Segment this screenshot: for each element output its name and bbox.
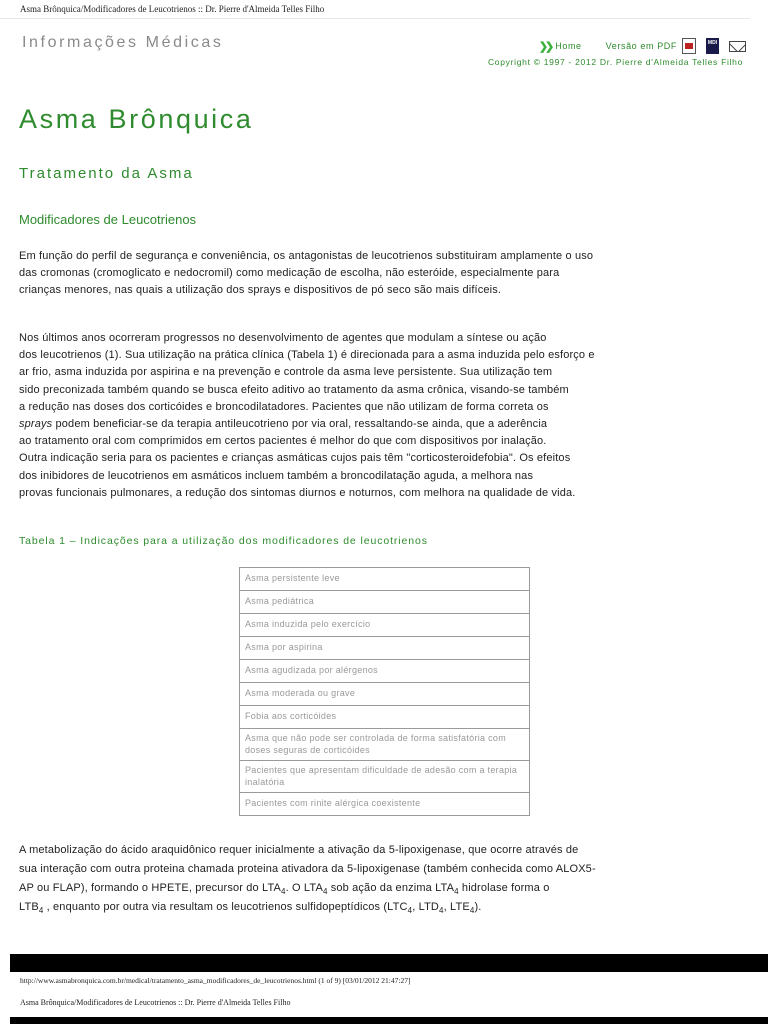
pdf-icon[interactable] [682,38,696,54]
top-divider [0,18,750,19]
table-row: Asma que não pode ser controlada de forma satisfatória com doses seguras de corticóides [240,729,530,761]
page-title: Asma Brônquica [19,104,254,134]
table-row: Asma moderada ou grave [240,683,530,706]
paragraph-intro: Em função do perfil de segurança e conveniência, os antagonistas de leucotrienos substituiram amplamente o uso das cromonas (cromoglicato e nedocromil) como medicação de escolha, não esteróide, especialmente para crianças menores, nas quais a utilização dos sprays e dispositivos de pó seco são mais difíceis. [19,250,594,297]
italic-term: sprays [19,418,53,431]
indications-table [239,567,530,816]
table-row: Asma induzida pelo exercício [240,614,530,637]
document-icon[interactable]: MDI [706,38,719,54]
subsection-title: Modificadores de Leucotrienos [19,212,197,227]
paragraph-metabolism: A metabolização do ácido araquidônico requer inicialmente a ativação da 5-lipoxigenase, que ocorre através de sua interação com outra proteina chamada proteina ativadora da 5-lipoxigenase (também conhecida como ALOX5- AP ou FLAP), formando o HPETE, precursor do $LTA_4$. O $LTA_4$ sob ação da enzima $LTA_4$ hidrolase forma o $LTB_4$ , enquanto por outra via resultam os leucotrienos sulfidopeptídicos ($LTC_4$, $LTD_4$, $LTE_4$). [19,844,596,916]
table-row: Asma pediátrica [240,591,530,614]
home-link[interactable]: Home [555,41,582,51]
mail-icon[interactable] [729,41,746,52]
table-row: Pacientes que apresentam dificuldade de adesão com a terapia inalatória [240,761,530,793]
paragraph-progress: Nos últimos anos ocorreram progressos no desenvolvimento de agentes que modulam a síntese ou ação dos leucotrienos (1). Sua utilização na prática clínica (Tabela 1) é direcionada para a asma induzida pelo esforço e ar frio, asma induzida por aspirina e na prevenção e controle da asma leve persistente. Sua utilização tem sido preconizada também quando se busca efeito aditivo ao tratamento da asma crônica, visando-se também a redução nas doses dos corticóides e broncodilatadores. Pacientes que não utilizam de forma correta os sprays podem beneficiar-se da terapia antileucotrieno por via oral, ressaltando-se ainda, que a aderência ao tratamento oral com comprimidos em certos pacientes é melhor do que com dispositivos por inalação. Outra indicação seria para os pacientes e crianças asmáticas cujos pais têm "corticosteroidefobia". Os efeitos dos inibidores de leucotrienos em asmáticos incluem também a broncodilatação aguda, a melhora nas provas funcionais pulmonares, a redução dos sintomas diurnos e noturnos, com melhora na qualidade de vida. [19,332,595,499]
table-row: Asma persistente leve [240,568,530,591]
chevron-right-icon: ❯❯ [538,40,552,53]
next-page-bar [10,1017,768,1024]
pdf-version-link[interactable]: Versão em PDF [605,41,677,51]
table-row: Fobia aos corticóides [240,706,530,729]
copyright-text: Copyright © 1997 - 2012 Dr. Pierre d'Almeida Telles Filho [487,57,743,67]
table-row: Asma agudizada por alérgenos [240,660,530,683]
pdf-page-footer: http://www.asmabronquica.com.br/medical/tratamento_asma_modificadores_de_leucotrienos.html (1 of 9) [03/01/2012 21:47:27] [20,976,411,985]
table-row: Asma por aspirina [240,637,530,660]
pdf-next-page-header: Asma Brônquica/Modificadores de Leucotrienos :: Dr. Pierre d'Almeida Telles Filho [20,998,291,1007]
site-title[interactable]: Informações Médicas [22,34,224,51]
section-title: Tratamento da Asma [19,165,194,182]
page-footer-bar [10,954,768,972]
table-caption: Tabela 1 – Indicações para a utilização dos modificadores de leucotrienos [19,535,428,547]
top-nav [539,38,746,54]
table-row: Pacientes com rinite alérgica coexistente [240,793,530,816]
pdf-page-header: Asma Brônquica/Modificadores de Leucotrienos :: Dr. Pierre d'Almeida Telles Filho [20,4,325,14]
